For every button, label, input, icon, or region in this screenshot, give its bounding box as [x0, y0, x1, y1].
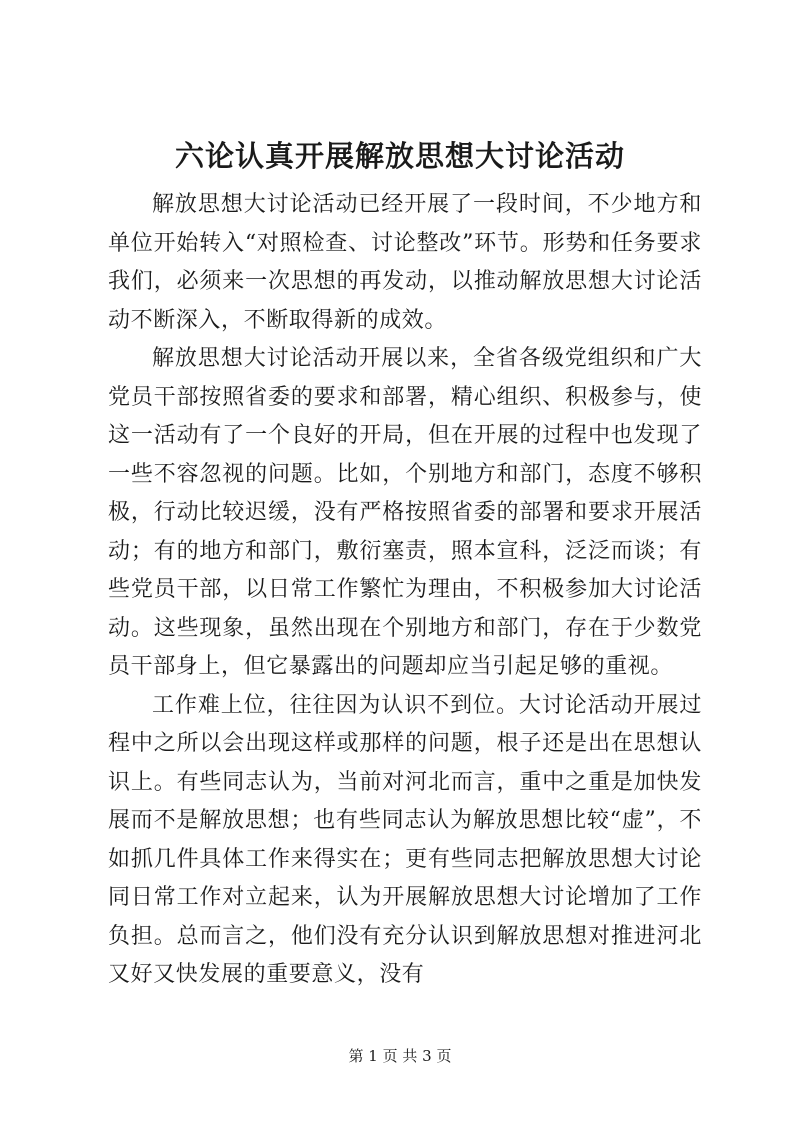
page-footer: 第 1 页 共 3 页	[348, 1047, 452, 1065]
paragraph-2: 解放思想大讨论活动开展以来，全省各级党组织和广大党员干部按照省委的要求和部署，精心组织、积极参与，使这一活动有了一个良好的开局，但在开展的过程中也发现了一些不容忽视的问题。比如，个别地方和部门，态度不够积极，行动比较迟缓，没有严格按照省委的部署和要求开展活动；有的地方和部门，敷衍塞责，照本宣科，泛泛而谈；有些党员干部，以日常工作繁忙为理由，不积极参加大讨论活动。这些现象，虽然出现在个别地方和部门，存在于少数党员干部身上，但它暴露出的问题却应当引起足够的重视。	[108, 346, 702, 679]
paragraph-3: 工作难上位，往往因为认识不到位。大讨论活动开展过程中之所以会出现这样或那样的问题，根子还是出在思想认识上。有些同志认为，当前对河北而言，重中之重是加快发展而不是解放思想；也有些同志认为解放思想比较“虚”，不如抓几件具体工作来得实在；更有些同志把解放思想大讨论同日常工作对立起来，认为开展解放思想大讨论增加了工作负担。总而言之，他们没有充分认识到解放思想对推进河北又好又快发展的重要意义，没有	[108, 692, 702, 987]
document-body	[108, 186, 702, 995]
paragraph-1: 解放思想大讨论活动已经开展了一段时间，不少地方和单位开始转入“对照检查、讨论整改”环节。形势和任务要求我们，必须来一次思想的再发动，以推动解放思想大讨论活动不断深入，不断取得新的成效。	[108, 192, 702, 333]
document-title: 六论认真开展解放思想大讨论活动	[174, 139, 625, 173]
